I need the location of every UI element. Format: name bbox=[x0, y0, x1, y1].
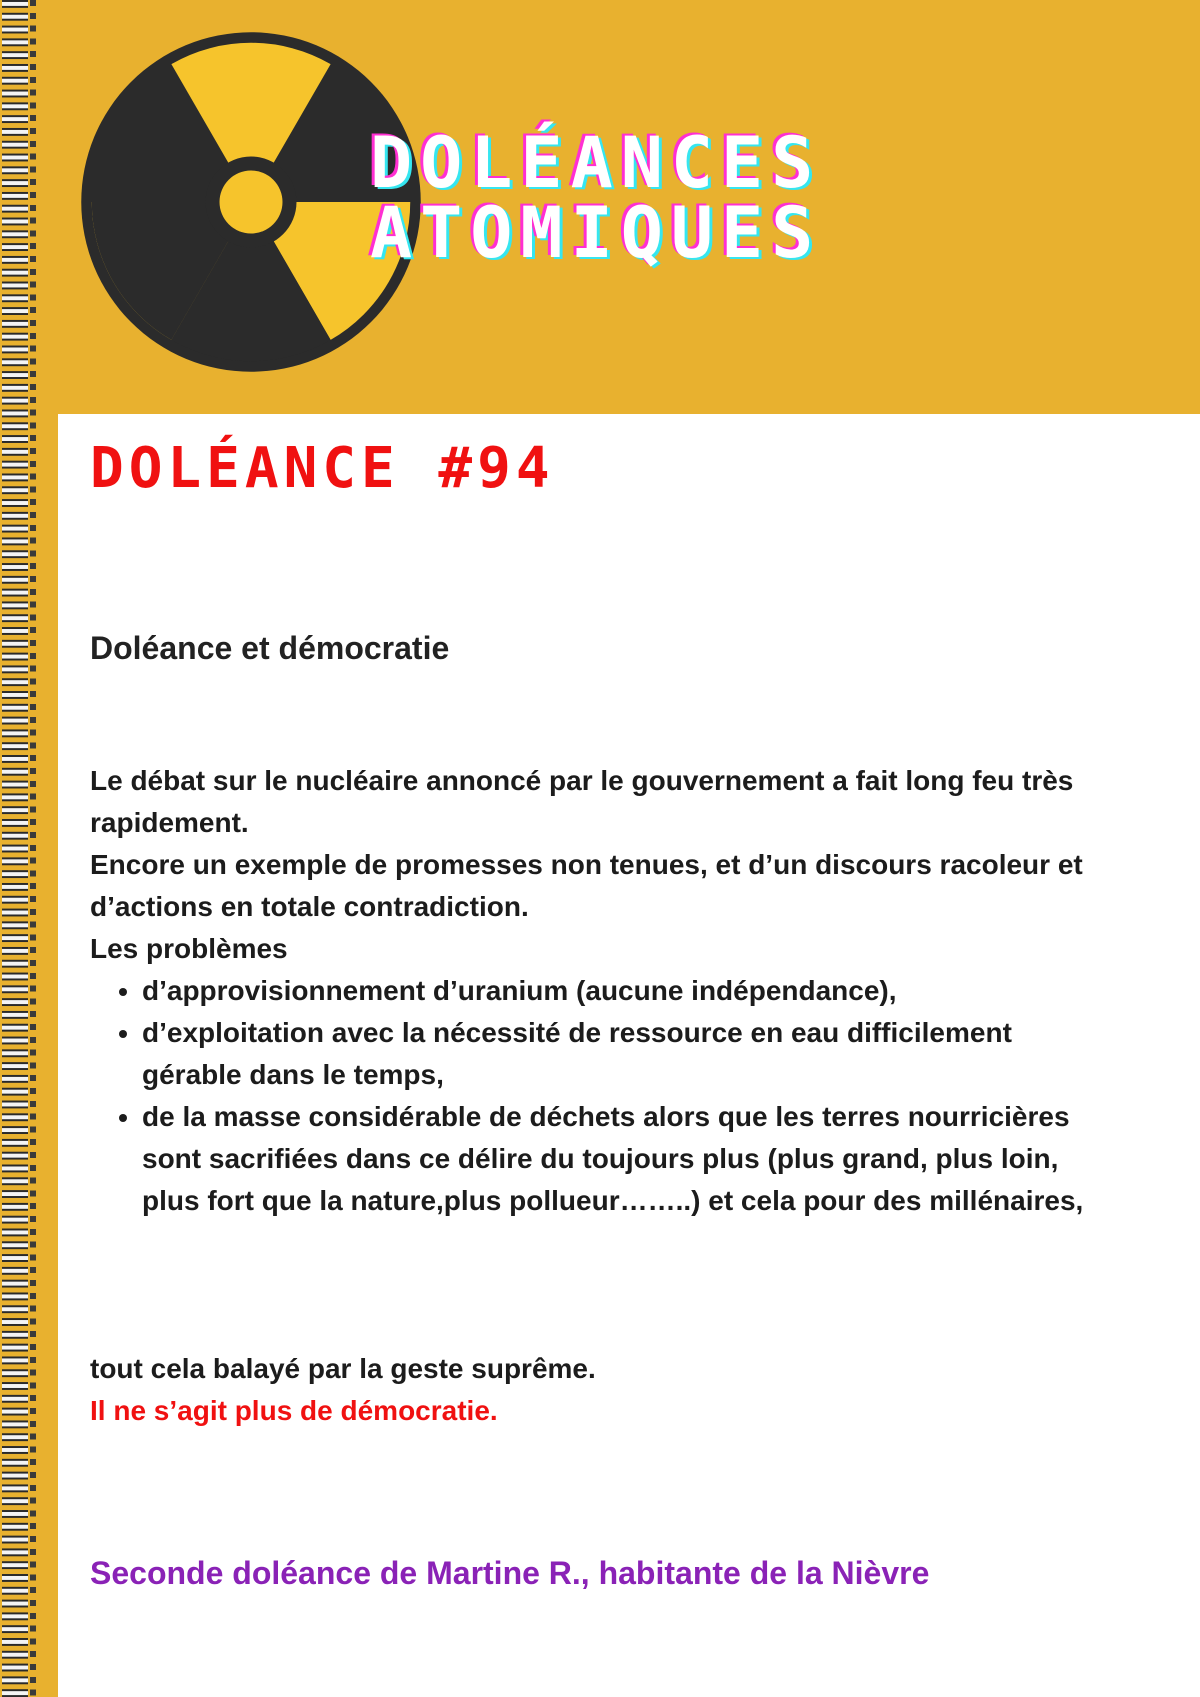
intro-paragraph-1: Le débat sur le nucléaire annoncé par le gouvernement a fait long feu très rapidement. bbox=[90, 765, 1074, 838]
spiral-holes bbox=[30, 0, 36, 1697]
list-item: • de la masse considérable de déchets alors que les terres nourricières sont sacrifiées dans ce délire du toujours plus (plus grand, plus loin, plus fort que la nature,plus pollueur……..) et cela pour des millénaires, bbox=[142, 1096, 1090, 1222]
doleance-closing bbox=[90, 1348, 1090, 1432]
title-line-2: ATOMIQUES bbox=[370, 192, 822, 274]
intro-paragraph-3: Les problèmes bbox=[90, 933, 288, 964]
spiral-binding bbox=[0, 0, 34, 1697]
conclusion-sentence: Il ne s’agit plus de démocratie. bbox=[90, 1395, 498, 1426]
list-item: • d’approvisionnement d’uranium (aucune indépendance), bbox=[142, 970, 1090, 1012]
title-line-1: DOLÉANCES bbox=[370, 122, 822, 204]
problems-list bbox=[90, 970, 1090, 1222]
doleance-body bbox=[90, 760, 1090, 1222]
doleance-number: DOLÉANCE #94 bbox=[90, 436, 555, 501]
doleance-subject: Doléance et démocratie bbox=[90, 630, 450, 666]
signature: Seconde doléance de Martine R., habitante de la Nièvre bbox=[90, 1555, 930, 1591]
publication-title bbox=[370, 122, 822, 274]
intro-paragraph-2: Encore un exemple de promesses non tenues, et d’un discours racoleur et d’actions en totale contradiction. bbox=[90, 849, 1083, 922]
list-item: • d’exploitation avec la nécessité de ressource en eau difficilement gérable dans le temps, bbox=[142, 1012, 1090, 1096]
closing-sentence: tout cela balayé par la geste suprême. bbox=[90, 1353, 596, 1384]
